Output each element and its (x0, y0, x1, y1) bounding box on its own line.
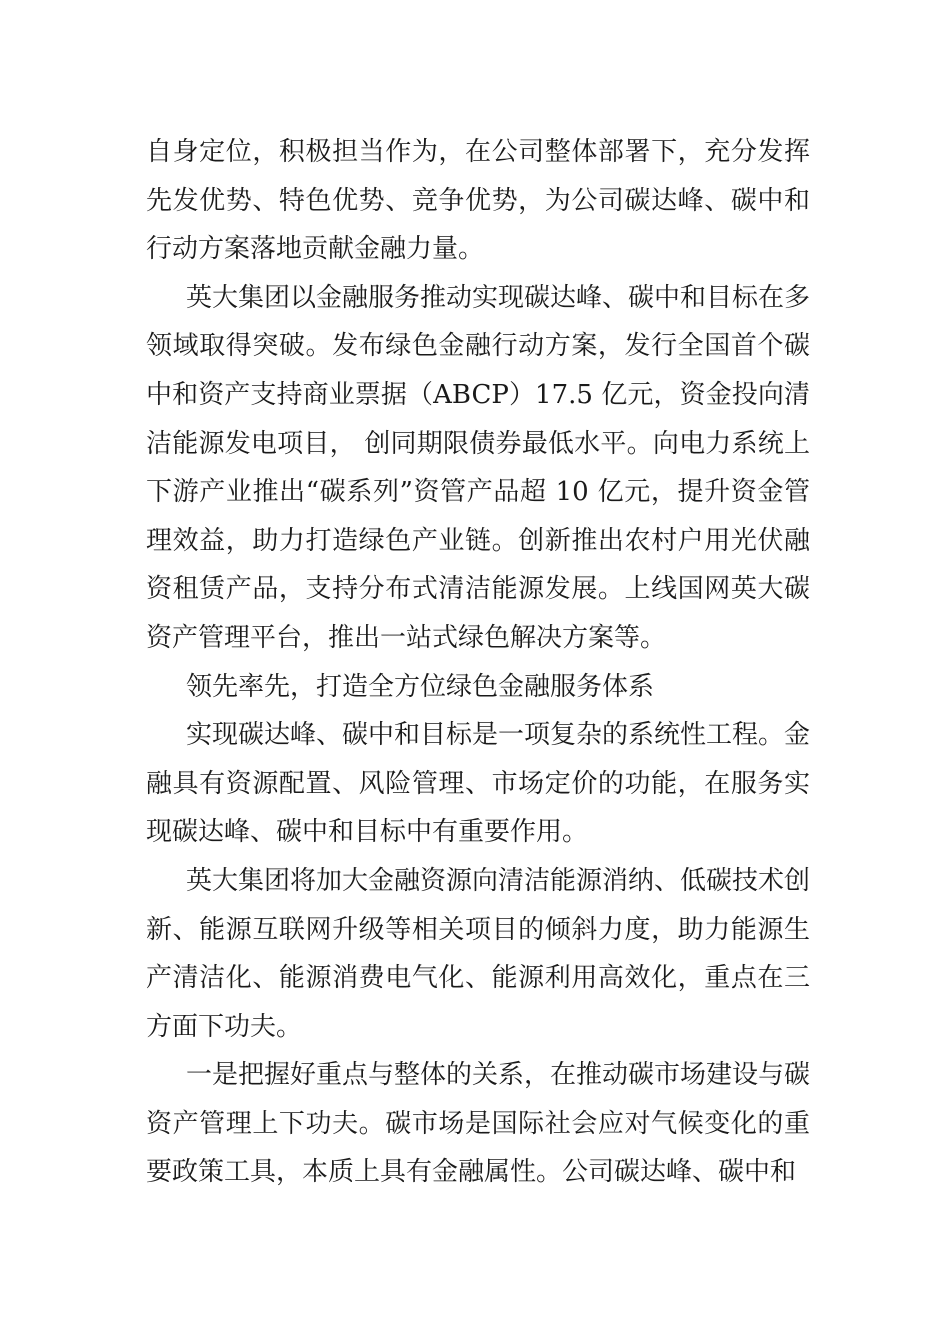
paragraph-carbon-achievements: 英大集团以金融服务推动实现碳达峰、碳中和目标在多领域取得突破。发布绿色金融行动方案，发行全国首个碳中和资产支持商业票据（ABCP）17.5 亿元，资金投向清洁能源发电项目， 创同期限债券最低水平。向电力系统上下游产业推出“碳系列”资管产品超 10 亿元，提升资金管理效益，助力打造绿色产业链。创新推出农村户用光伏融资租赁产品，支持分布式清洁能源发展。上线国网英大碳资产管理平台，推出一站式绿色解决方案等。 (146, 282, 811, 653)
paragraph-resource-allocation: 英大集团将加大金融资源向清洁能源消纳、低碳技术创新、能源互联网升级等相关项目的倾斜力度，助力能源生产清洁化、能源消费电气化、能源利用高效化，重点在三方面下功夫。 (146, 865, 811, 1042)
paragraph-carbon-market: 一是把握好重点与整体的关系，在推动碳市场建设与碳资产管理上下功夫。碳市场是国际社会应对气候变化的重要政策工具，本质上具有金融属性。公司碳达峰、碳中和 (146, 1060, 811, 1188)
paragraph-systemic-engineering: 实现碳达峰、碳中和目标是一项复杂的系统性工程。金融具有资源配置、风险管理、市场定价的功能，在服务实现碳达峰、碳中和目标中有重要作用。 (146, 720, 811, 848)
document-body (146, 128, 810, 1197)
section-heading: 领先率先，打造全方位绿色金融服务体系 (186, 671, 655, 702)
paragraph-continuation: 自身定位，积极担当作为，在公司整体部署下，充分发挥先发优势、特色优势、竞争优势，为公司碳达峰、碳中和行动方案落地贡献金融力量。 (146, 137, 810, 265)
